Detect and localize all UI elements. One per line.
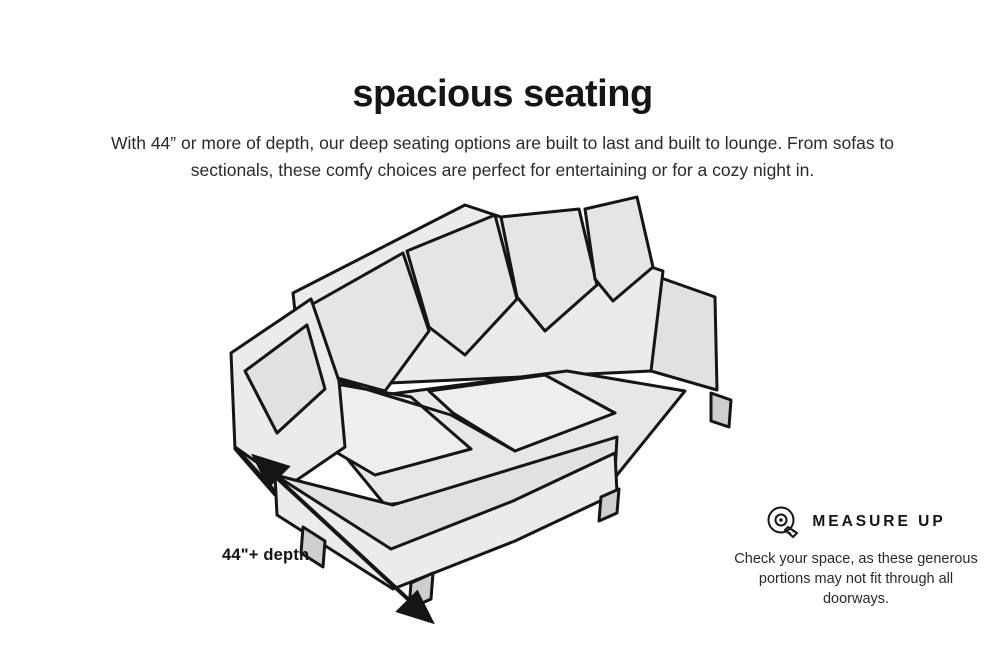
measure-up-heading <box>731 505 981 539</box>
measure-up-note: Check your space, as these generous portions may not fit through all doorways. <box>734 551 978 607</box>
sofa-illustration <box>215 175 795 635</box>
depth-label: 44"+ depth <box>222 546 310 564</box>
measure-up-callout <box>731 505 981 609</box>
page-title: spacious seating <box>352 73 653 116</box>
tape-measure-icon <box>766 505 800 539</box>
sofa-line-drawing-svg <box>215 175 795 635</box>
measure-up-title: MEASURE UP <box>812 513 946 530</box>
description-text: With 44” or more of depth, our deep seating options are built to last and built to lounge. From sofas to sectionals, these comfy choices are perfect for entertaining or for a cozy night in. <box>110 132 895 180</box>
sofa-leg-back-right <box>711 393 731 427</box>
